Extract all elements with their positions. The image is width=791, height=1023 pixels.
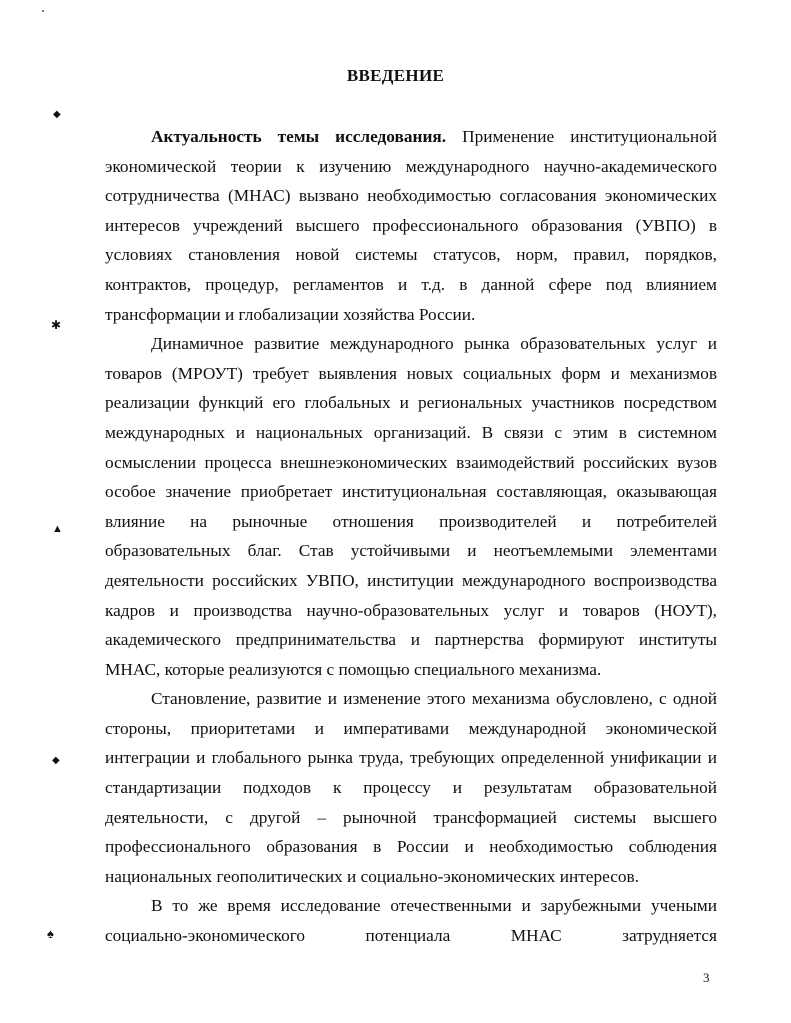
paragraph-market-development: Динамичное развитие международного рынка образовательных услуг и товаров (МРОУТ) требует выявления новых социальных форм и механизмов реализации функций его глобальных и региональных участников посредством международных и национальных организаций. В связи с этим в системном осмыслении процесса внешнеэкономических взаимодействий российских вузов особое значение приобретает институциональная составляющая, оказывающая влияние на рыночные отношения производителей и потребителей образовательных благ. Став устойчивыми и неотъемлемыми элементами деятельности российских УВПО, институции международного воспроизводства кадров и производства научно-образовательных услуг и товаров (НОУТ), академического предпринимательства и партнерства формируют институты МНАС, которые реализуются с помощью специального механизма.: [105, 334, 717, 679]
bullet-mark-icon: ◆: [53, 109, 61, 120]
relevance-text: Применение институциональной экономической теории к изучению международного научно-академического сотрудничества (МНАС) вызвано необходимостью согласования экономических интересов учреждений высшего профессионального образования (УВПО) в условиях становления новой системы статусов, норм, правил, порядков, контрактов, процедур, регламентов и т.д. в данной сфере под влиянием трансформации и глобализации хозяйства России.: [105, 127, 718, 324]
page-number: 3: [703, 970, 710, 985]
page-title: ВВЕДЕНИЕ: [346, 66, 445, 85]
diamond-mark-icon: ◆: [52, 755, 60, 766]
paragraph-mechanism: Становление, развитие и изменение этого механизма обусловлено, с одной стороны, приоритетами и императивами международной экономической интеграции и глобального рынка труда, требующих определенной унификации и стандартизации подходов к процессу и результатам образовательной деятельности, с другой – рыночной трансформацией системы высшего профессионального образования в России и необходимостью соблюдения национальных геополитических и социально-экономических интересов.: [105, 689, 717, 886]
triangle-mark-icon: ▲: [52, 523, 63, 535]
relevance-heading: Актуальность темы исследования.: [151, 127, 447, 146]
paragraph-research-difficulty: В то же время исследование отечественными и зарубежными учеными социально-экономического потенциала МНАС затрудняется: [105, 896, 717, 946]
paragraph-relevance: [105, 122, 717, 329]
scribble-mark-icon: ♠: [47, 926, 54, 941]
scan-speck: [42, 10, 44, 12]
document-body: [105, 122, 717, 951]
blot-mark-icon: ✱: [51, 318, 62, 332]
